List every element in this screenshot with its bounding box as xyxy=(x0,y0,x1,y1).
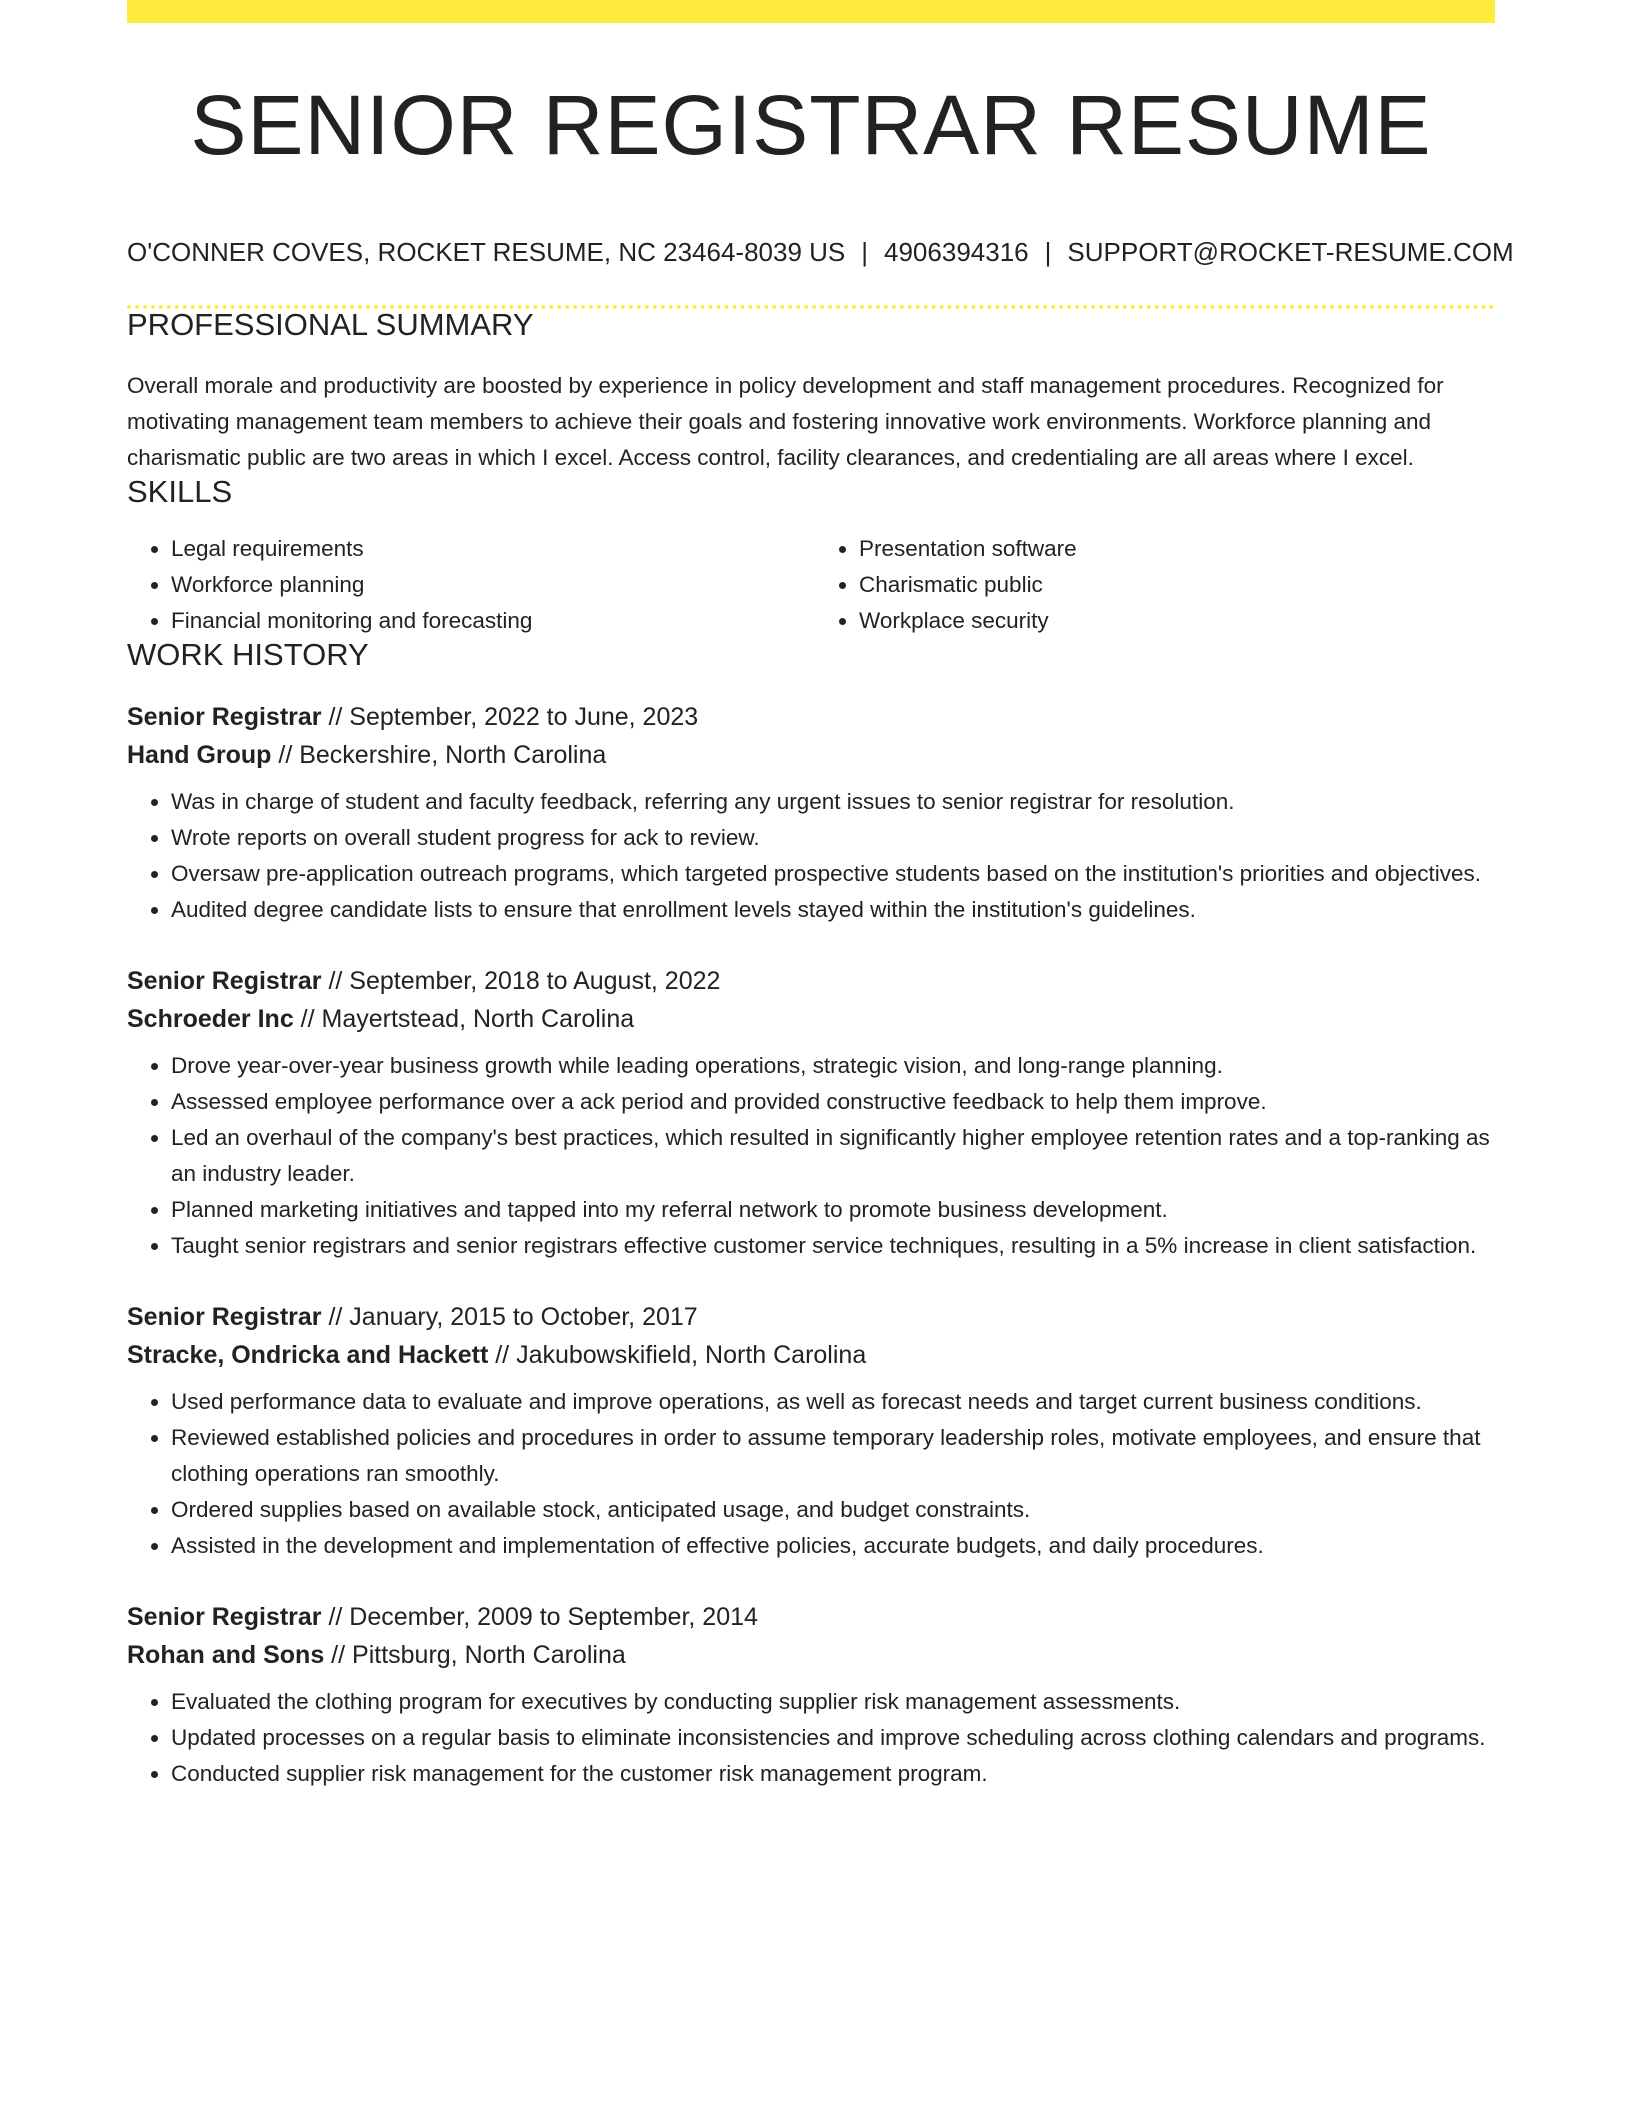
job-bullet: • Assisted in the development and implementation of effective policies, accurate budgets, and daily procedures. xyxy=(171,1528,1495,1564)
skills-column-left xyxy=(127,531,811,639)
job-entry xyxy=(127,1298,1495,1564)
job-dates: // December, 2009 to September, 2014 xyxy=(321,1603,758,1631)
skills-column-right xyxy=(811,531,1495,639)
contact-line xyxy=(127,237,1514,267)
job-bullet: • Assessed employee performance over a ack period and provided constructive feedback to help them improve. xyxy=(171,1084,1495,1120)
job-company-line xyxy=(127,736,1495,774)
summary-heading: PROFESSIONAL SUMMARY xyxy=(127,307,534,342)
job-company-line xyxy=(127,1336,1495,1374)
job-title-line xyxy=(127,962,1495,1000)
job-bullet: • Evaluated the clothing program for executives by conducting supplier risk management assessments. xyxy=(171,1684,1495,1720)
contact-separator: | xyxy=(1044,237,1052,267)
job-dates: // September, 2022 to June, 2023 xyxy=(321,703,699,731)
job-bullets xyxy=(127,1048,1495,1264)
job-bullet: • Led an overhaul of the company's best practices, which resulted in significantly higher employee retention rates and a top-ranking as an industry leader. xyxy=(171,1120,1495,1192)
job-title-line xyxy=(127,698,1495,736)
job-entry xyxy=(127,1598,1495,1792)
job-dates: // January, 2015 to October, 2017 xyxy=(321,1303,698,1331)
skills-list xyxy=(127,531,1495,639)
job-bullets xyxy=(127,1684,1495,1792)
job-bullets xyxy=(127,784,1495,928)
job-bullet: • Audited degree candidate lists to ensure that enrollment levels stayed within the institution's guidelines. xyxy=(171,892,1495,928)
job-bullet: • Used performance data to evaluate and improve operations, as well as forecast needs and target current business conditions. xyxy=(171,1384,1495,1420)
skill-item: • Workplace security xyxy=(859,603,1495,639)
skill-item: • Legal requirements xyxy=(171,531,811,567)
job-bullet: • Oversaw pre-application outreach programs, which targeted prospective students based on the institution's priorities and objectives. xyxy=(171,856,1495,892)
job-bullet: • Updated processes on a regular basis to eliminate inconsistencies and improve scheduling across clothing calendars and programs. xyxy=(171,1720,1495,1756)
job-entry xyxy=(127,698,1495,928)
contact-phone: 4906394316 xyxy=(884,237,1029,267)
job-bullets xyxy=(127,1384,1495,1564)
job-location: // Jakubowskifield, North Carolina xyxy=(488,1341,867,1369)
job-title: Senior Registrar xyxy=(127,967,322,995)
job-company-line xyxy=(127,1636,1495,1674)
work-history-heading: WORK HISTORY xyxy=(127,637,369,672)
contact-separator: | xyxy=(861,237,869,267)
job-title-line xyxy=(127,1298,1495,1336)
job-bullet: • Planned marketing initiatives and tapped into my referral network to promote business development. xyxy=(171,1192,1495,1228)
job-company: Rohan and Sons xyxy=(127,1641,325,1669)
job-company-line xyxy=(127,1000,1495,1038)
job-title: Senior Registrar xyxy=(127,1303,322,1331)
summary-text: Overall morale and productivity are boosted by experience in policy development and staff management procedures. Recognized for motivating management team members to achieve their goals and fostering innovative work environments. Workforce planning and charismatic public are two areas in which I excel. Access control, facility clearances, and credentialing are all areas where I excel. xyxy=(127,373,1444,470)
contact-email: SUPPORT@ROCKET-RESUME.COM xyxy=(1067,237,1514,267)
skills-heading: SKILLS xyxy=(127,474,233,509)
job-bullet: • Drove year-over-year business growth while leading operations, strategic vision, and long-range planning. xyxy=(171,1048,1495,1084)
job-title: Senior Registrar xyxy=(127,703,322,731)
job-bullet: • Taught senior registrars and senior registrars effective customer service techniques, resulting in a 5% increase in client satisfaction. xyxy=(171,1228,1495,1264)
job-dates: // September, 2018 to August, 2022 xyxy=(321,967,721,995)
job-bullet: • Conducted supplier risk management for the customer risk management program. xyxy=(171,1756,1495,1792)
job-company: Stracke, Ondricka and Hackett xyxy=(127,1341,489,1369)
job-bullet: • Ordered supplies based on available stock, anticipated usage, and budget constraints. xyxy=(171,1492,1495,1528)
job-company: Hand Group xyxy=(127,741,272,769)
job-bullet: • Was in charge of student and faculty feedback, referring any urgent issues to senior registrar for resolution. xyxy=(171,784,1495,820)
skill-item: • Presentation software xyxy=(859,531,1495,567)
job-entry xyxy=(127,962,1495,1264)
skill-item: • Workforce planning xyxy=(171,567,811,603)
contact-address: O'CONNER COVES, ROCKET RESUME, NC 23464-8039 US xyxy=(127,237,846,267)
job-title: Senior Registrar xyxy=(127,1603,322,1631)
accent-bar xyxy=(127,0,1495,23)
resume-title: SENIOR REGISTRAR RESUME xyxy=(190,78,1432,172)
job-bullet: • Wrote reports on overall student progress for ack to review. xyxy=(171,820,1495,856)
job-company: Schroeder Inc xyxy=(127,1005,294,1033)
job-location: // Beckershire, North Carolina xyxy=(271,741,607,769)
job-title-line xyxy=(127,1598,1495,1636)
job-bullet: • Reviewed established policies and procedures in order to assume temporary leadership roles, motivate employees, and ensure that clothing operations ran smoothly. xyxy=(171,1420,1495,1492)
skill-item: • Financial monitoring and forecasting xyxy=(171,603,811,639)
job-location: // Mayertstead, North Carolina xyxy=(293,1005,635,1033)
resume-page xyxy=(127,0,1514,1792)
job-location: // Pittsburg, North Carolina xyxy=(324,1641,626,1669)
skill-item: • Charismatic public xyxy=(859,567,1495,603)
